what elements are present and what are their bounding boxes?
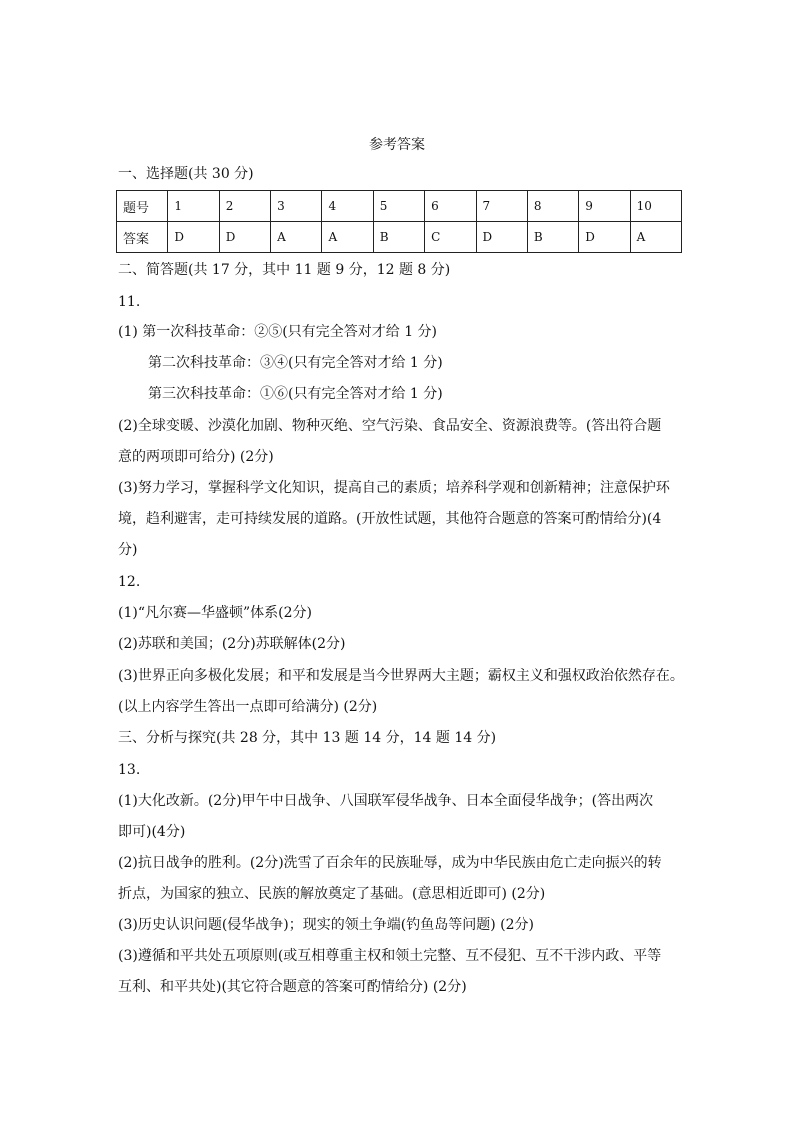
table-cell: 4 [322,191,373,222]
table-row-numbers [117,191,682,222]
table-cell: 9 [579,191,630,222]
table-cell: A [630,222,681,253]
page-title: 参考答案 [369,137,425,153]
table-cell: A [322,222,373,253]
table-cell: 5 [373,191,424,222]
table-cell: A [271,222,322,253]
table-cell: D [219,222,270,253]
q11-number: 11. [118,294,141,310]
table-cell: D [476,222,527,253]
table-cell: B [527,222,578,253]
answer-table [116,190,682,253]
q11-line: 分) [118,542,138,558]
table-cell: 8 [527,191,578,222]
table-cell: 1 [168,191,219,222]
q11-line: (1) 第一次科技革命：②⑤(只有完全答对才给 1 分) [118,324,438,340]
table-cell: 7 [476,191,527,222]
q13-line: (2)抗日战争的胜利。(2分)洗雪了百余年的民族耻辱，成为中华民族由危亡走向振兴的转 [118,855,662,871]
table-cell: 2 [219,191,270,222]
q12-line: (以上内容学生答出一点即可给满分) (2分) [118,699,378,715]
table-cell: 6 [425,191,476,222]
row-label-answer: 答案 [117,222,168,253]
table-cell: C [425,222,476,253]
q13-line: 折点，为国家的独立、民族的解放奠定了基础。(意思相近即可) (2分) [118,886,546,902]
table-cell: B [373,222,424,253]
table-cell: 3 [271,191,322,222]
q12-line: (1)“凡尔赛—华盛顿”体系(2分) [118,605,312,621]
table-row-answers [117,222,682,253]
q12-number: 12. [118,574,141,590]
section3-heading: 三、分析与探究(共 28 分，其中 13 题 14 分，14 题 14 分) [118,730,497,746]
q11-line: (3)努力学习，掌握科学文化知识，提高自己的素质；培养科学观和创新精神；注意保护环 [118,480,670,496]
q13-line: 即可)(4分) [118,824,186,840]
q11-line: 意的两项即可给分) (2分) [118,449,274,465]
section2-heading: 二、简答题(共 17 分，其中 11 题 9 分，12 题 8 分) [118,262,451,278]
q13-number: 13. [118,762,141,778]
section1-heading: 一、选择题(共 30 分) [118,166,254,182]
q12-line: (3)世界正向多极化发展；和平和发展是当今世界两大主题；霸权主义和强权政治依然存在。 [118,668,684,684]
q13-line: 互利、和平共处)(其它符合题意的答案可酌情给分) (2分) [118,979,467,995]
q13-line: (3)遵循和平共处五项原则(或互相尊重主权和领土完整、互不侵犯、互不干涉内政、平等 [118,948,662,964]
q13-line: (3)历史认识问题(侵华战争)；现实的领土争端(钓鱼岛等问题) (2分) [118,917,534,933]
q12-line: (2)苏联和美国；(2分)苏联解体(2分) [118,636,346,652]
q13-line: (1)大化改新。(2分)甲午中日战争、八国联军侵华战争、日本全面侵华战争；(答出两次 [118,793,654,809]
q11-line: 第三次科技革命：①⑥(只有完全答对才给 1 分) [148,386,443,402]
row-label-number: 题号 [117,191,168,222]
q11-line: 境，趋利避害，走可持续发展的道路。(开放性试题，其他符合题意的答案可酌情给分)(4 [118,511,662,527]
table-cell: 10 [630,191,681,222]
table-cell: D [168,222,219,253]
q11-line: 第二次科技革命：③④(只有完全答对才给 1 分) [148,355,443,371]
table-cell: D [579,222,630,253]
q11-line: (2)全球变暖、沙漠化加剧、物种灭绝、空气污染、食品安全、资源浪费等。(答出符合题 [118,418,662,434]
